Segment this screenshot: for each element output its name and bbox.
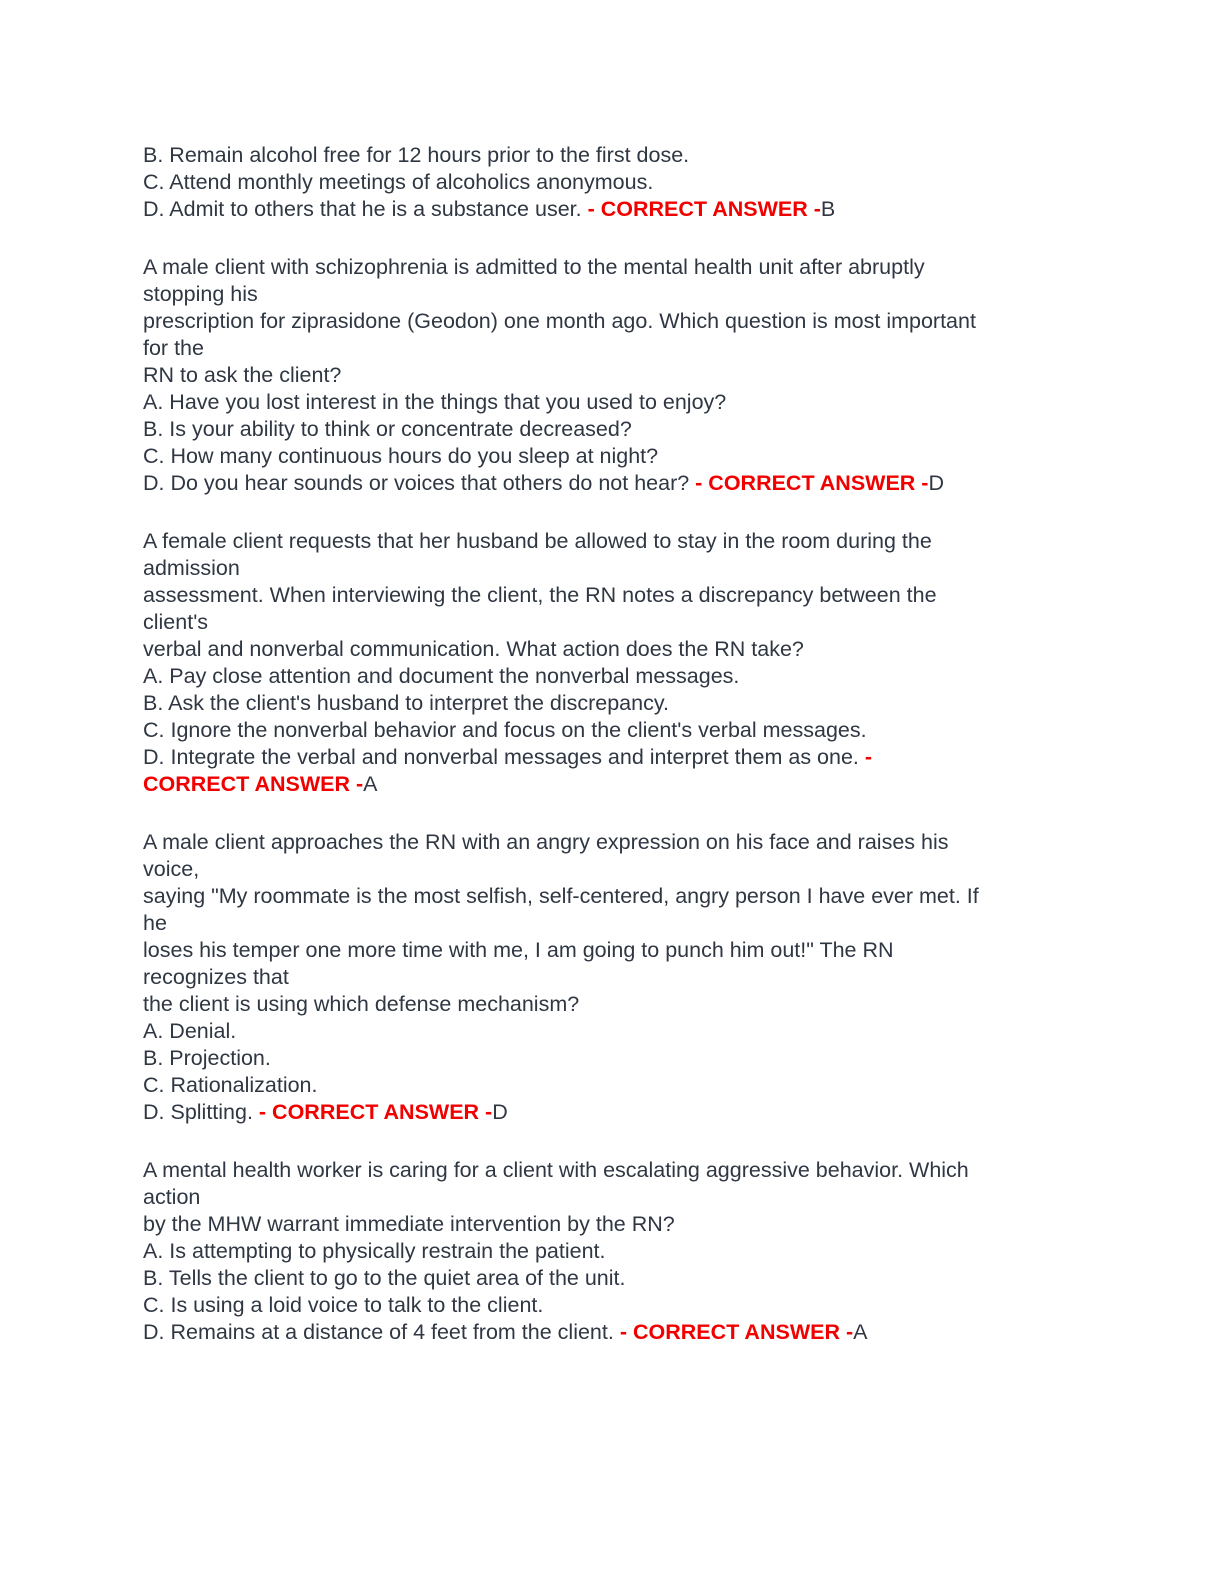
document-content <box>143 142 1184 1346</box>
text-segment: C. Attend monthly meetings of alcoholics anonymous. <box>143 170 654 194</box>
text-segment: C. Is using a loid voice to talk to the client. <box>143 1293 544 1317</box>
text-segment: the client is using which defense mechanism? <box>143 992 580 1016</box>
text-line <box>143 964 1184 991</box>
text-segment: assessment. When interviewing the client, the RN notes a discrepancy between the <box>143 583 937 607</box>
text-line <box>143 196 1184 223</box>
text-segment: saying "My roommate is the most selfish, self-centered, angry person I have ever met. If <box>143 884 979 908</box>
text-segment: D. Integrate the verbal and nonverbal messages and interpret them as one. <box>143 745 865 769</box>
correct-answer-marker: - <box>864 745 873 769</box>
question-block <box>143 528 1184 798</box>
text-line <box>143 991 1184 1018</box>
text-line <box>143 142 1184 169</box>
text-segment: B. Projection. <box>143 1046 271 1070</box>
correct-answer-marker: - CORRECT ANSWER - <box>587 197 821 221</box>
text-segment: A. Have you lost interest in the things that you used to enjoy? <box>143 390 727 414</box>
text-segment: B. Ask the client's husband to interpret the discrepancy. <box>143 691 669 715</box>
text-segment: A mental health worker is caring for a client with escalating aggressive behavior. Which <box>143 1158 969 1182</box>
text-segment: C. Rationalization. <box>143 1073 318 1097</box>
text-segment: B. Tells the client to go to the quiet area of the unit. <box>143 1266 626 1290</box>
question-block <box>143 254 1184 497</box>
text-segment: client's <box>143 610 209 634</box>
text-segment: by the MHW warrant immediate intervention by the RN? <box>143 1212 675 1236</box>
text-segment: action <box>143 1185 201 1209</box>
text-line <box>143 389 1184 416</box>
text-segment: B. Remain alcohol free for 12 hours prior to the first dose. <box>143 143 690 167</box>
text-line <box>143 883 1184 910</box>
text-segment: A <box>853 1320 868 1344</box>
text-line <box>143 443 1184 470</box>
text-line <box>143 609 1184 636</box>
question-block <box>143 142 1184 223</box>
text-line <box>143 663 1184 690</box>
text-line <box>143 1157 1184 1184</box>
text-line <box>143 1292 1184 1319</box>
text-line <box>143 416 1184 443</box>
text-line <box>143 690 1184 717</box>
text-line <box>143 636 1184 663</box>
correct-answer-marker: CORRECT ANSWER - <box>143 772 364 796</box>
text-line <box>143 308 1184 335</box>
text-segment: voice, <box>143 857 200 881</box>
correct-answer-marker: - CORRECT ANSWER - <box>619 1320 854 1344</box>
text-segment: A. Pay close attention and document the nonverbal messages. <box>143 664 740 688</box>
text-segment: A. Is attempting to physically restrain the patient. <box>143 1239 606 1263</box>
text-segment: A <box>363 772 378 796</box>
text-segment: recognizes that <box>143 965 289 989</box>
text-segment: D. Admit to others that he is a substance user. <box>143 197 588 221</box>
text-segment: verbal and nonverbal communication. What action does the RN take? <box>143 637 804 661</box>
text-line <box>143 1238 1184 1265</box>
text-line <box>143 281 1184 308</box>
text-line <box>143 1072 1184 1099</box>
text-line <box>143 169 1184 196</box>
text-segment: loses his temper one more time with me, I am going to punch him out!" The RN <box>143 938 894 962</box>
text-segment: C. Ignore the nonverbal behavior and focus on the client's verbal messages. <box>143 718 867 742</box>
text-segment: A. Denial. <box>143 1019 237 1043</box>
text-line <box>143 1099 1184 1126</box>
question-block <box>143 829 1184 1126</box>
text-segment: B. Is your ability to think or concentrate decreased? <box>143 417 632 441</box>
text-segment: D <box>492 1100 508 1124</box>
text-line <box>143 937 1184 964</box>
question-block <box>143 1157 1184 1346</box>
text-segment: D <box>928 471 944 495</box>
text-line <box>143 1184 1184 1211</box>
text-line <box>143 1018 1184 1045</box>
text-segment: D. Splitting. <box>143 1100 259 1124</box>
text-segment: he <box>143 911 167 935</box>
text-line <box>143 1045 1184 1072</box>
text-segment: prescription for ziprasidone (Geodon) one month ago. Which question is most important <box>143 309 976 333</box>
text-line <box>143 582 1184 609</box>
text-line <box>143 528 1184 555</box>
text-segment: A male client approaches the RN with an angry expression on his face and raises his <box>143 830 949 854</box>
text-segment: admission <box>143 556 240 580</box>
text-line <box>143 744 1184 771</box>
text-segment: B <box>820 197 836 221</box>
text-segment: RN to ask the client? <box>143 363 342 387</box>
text-line <box>143 335 1184 362</box>
text-line <box>143 771 1184 798</box>
text-line <box>143 856 1184 883</box>
text-line <box>143 1319 1184 1346</box>
text-line <box>143 717 1184 744</box>
correct-answer-marker: - CORRECT ANSWER - <box>695 471 929 495</box>
text-line <box>143 910 1184 937</box>
text-line <box>143 1265 1184 1292</box>
text-segment: A female client requests that her husband be allowed to stay in the room during the <box>143 529 932 553</box>
text-segment: for the <box>143 336 204 360</box>
text-segment: D. Do you hear sounds or voices that others do not hear? <box>143 471 696 495</box>
text-line <box>143 555 1184 582</box>
text-line <box>143 362 1184 389</box>
text-line <box>143 1211 1184 1238</box>
text-segment: stopping his <box>143 282 258 306</box>
text-segment: C. How many continuous hours do you sleep at night? <box>143 444 659 468</box>
correct-answer-marker: - CORRECT ANSWER - <box>258 1100 493 1124</box>
text-segment: D. Remains at a distance of 4 feet from the client. <box>143 1320 620 1344</box>
text-line <box>143 254 1184 281</box>
text-line <box>143 829 1184 856</box>
text-line <box>143 470 1184 497</box>
text-segment: A male client with schizophrenia is admitted to the mental health unit after abruptly <box>143 255 925 279</box>
